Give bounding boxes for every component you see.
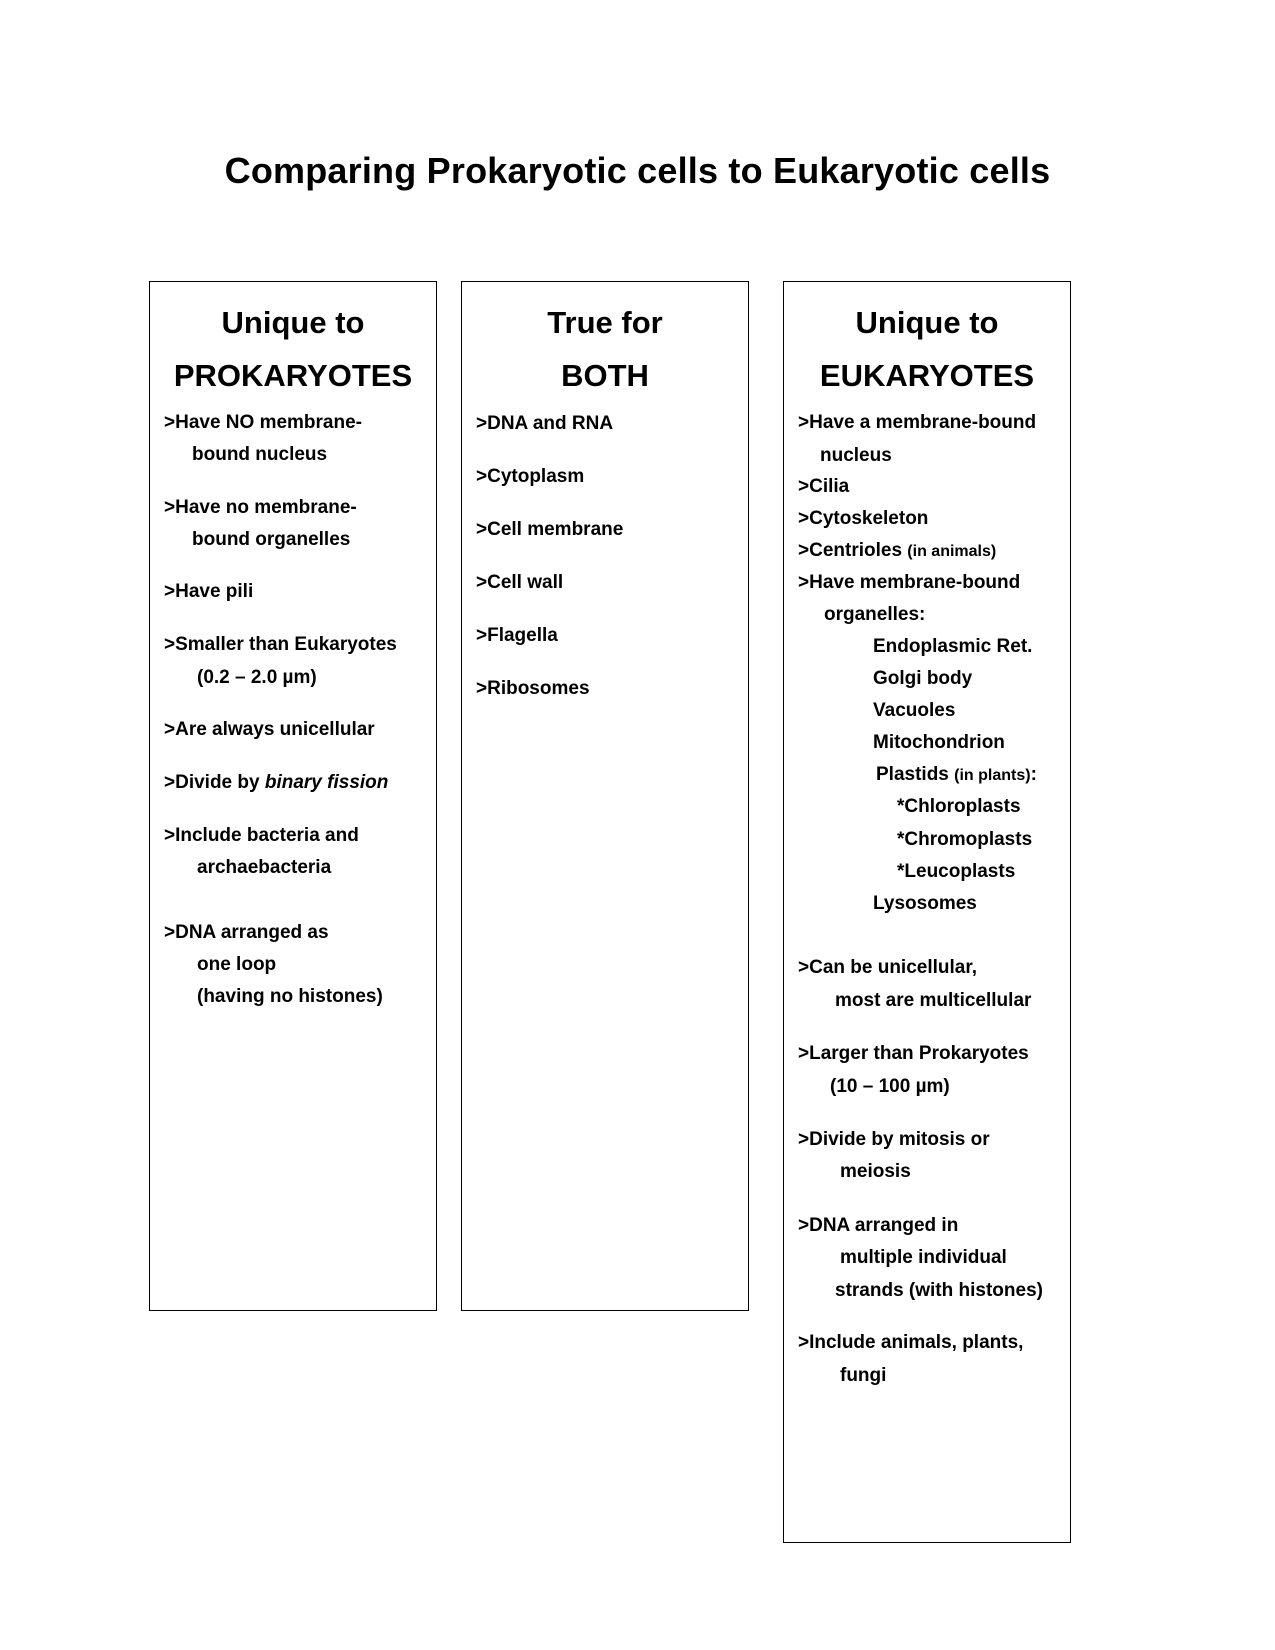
prokaryotes-column <box>149 281 437 1311</box>
list-item: >Have membrane-bound <box>798 572 1021 593</box>
list-item-cont: bound organelles <box>192 529 351 550</box>
list-item: >Larger than Prokaryotes <box>798 1043 1029 1064</box>
list-item: >Have a membrane-bound <box>798 412 1037 433</box>
organelle-item: Endoplasmic Ret. <box>873 636 1033 657</box>
list-item: >Cytoplasm <box>476 466 585 487</box>
list-item: >DNA arranged in <box>798 1215 959 1236</box>
binary-fission-term: binary fission <box>264 772 389 793</box>
both-heading-line2: BOTH <box>561 358 649 393</box>
list-item: >Cytoskeleton <box>798 508 929 529</box>
organelle-item: Mitochondrion <box>873 732 1005 753</box>
list-item-cont: (0.2 – 2.0 µm) <box>197 667 317 688</box>
list-item: >Cilia <box>798 476 850 497</box>
list-item <box>798 539 996 564</box>
plastids-colon: : <box>1030 764 1037 785</box>
list-item-cont: archaebacteria <box>197 857 332 878</box>
eukaryotes-heading <box>784 296 1070 402</box>
list-item: >Have NO membrane- <box>164 412 362 433</box>
list-item-cont: meiosis <box>840 1161 911 1182</box>
centrioles-note: (in animals) <box>907 543 997 560</box>
list-item-cont: organelles: <box>824 604 926 625</box>
list-item: >Divide by mitosis or <box>798 1129 990 1150</box>
list-item-cont: most are multicellular <box>835 990 1032 1011</box>
organelle-item <box>876 763 1037 788</box>
list-item-cont: (10 – 100 µm) <box>830 1076 950 1097</box>
prokaryotes-heading <box>150 296 436 402</box>
plastid-type: *Leucoplasts <box>897 861 1016 882</box>
list-item: >Have pili <box>164 581 254 602</box>
eukaryotes-heading-line1: Unique to <box>855 305 999 340</box>
both-heading <box>462 296 748 402</box>
plastids-note: (in plants) <box>954 767 1031 784</box>
eukaryotes-heading-line2: EUKARYOTES <box>819 358 1035 393</box>
organelle-item: Vacuoles <box>873 700 956 721</box>
list-item-cont: strands (with histones) <box>835 1280 1043 1301</box>
organelle-item: Golgi body <box>873 668 973 689</box>
list-item: >Cell membrane <box>476 519 624 540</box>
list-item: >DNA and RNA <box>476 413 614 434</box>
both-heading-line1: True for <box>547 305 663 340</box>
plastid-type: *Chromoplasts <box>897 829 1033 850</box>
prokaryotes-heading-line2: PROKARYOTES <box>173 358 413 393</box>
list-item-cont: (having no histones) <box>197 986 383 1007</box>
list-item-cont: one loop <box>197 954 277 975</box>
centrioles-label: >Centrioles <box>798 540 903 561</box>
list-item: >Ribosomes <box>476 678 590 699</box>
list-item-cont: bound nucleus <box>192 444 328 465</box>
list-item: >Are always unicellular <box>164 719 375 740</box>
list-item-cont: nucleus <box>820 445 892 466</box>
plastid-type: *Chloroplasts <box>897 796 1021 817</box>
prokaryotes-heading-line1: Unique to <box>221 305 365 340</box>
list-item: >Include animals, plants, <box>798 1332 1024 1353</box>
plastids-label: Plastids <box>876 764 949 785</box>
eukaryotes-column <box>783 281 1071 1543</box>
list-item-cont: multiple individual <box>840 1247 1007 1268</box>
list-item: >Cell wall <box>476 572 564 593</box>
list-item: >Flagella <box>476 625 558 646</box>
list-item: >Smaller than Eukaryotes <box>164 634 397 655</box>
organelle-item: Lysosomes <box>873 893 977 914</box>
list-item: >Have no membrane- <box>164 497 357 518</box>
list-item-prefix: >Divide by <box>164 772 265 793</box>
page-title: Comparing Prokaryotic cells to Eukaryotic cells <box>224 150 1051 191</box>
list-item: >Include bacteria and <box>164 825 359 846</box>
list-item <box>164 771 388 795</box>
list-item-cont: fungi <box>840 1365 887 1386</box>
list-item: >DNA arranged as <box>164 922 329 943</box>
both-column <box>461 281 749 1311</box>
list-item: >Can be unicellular, <box>798 957 977 978</box>
